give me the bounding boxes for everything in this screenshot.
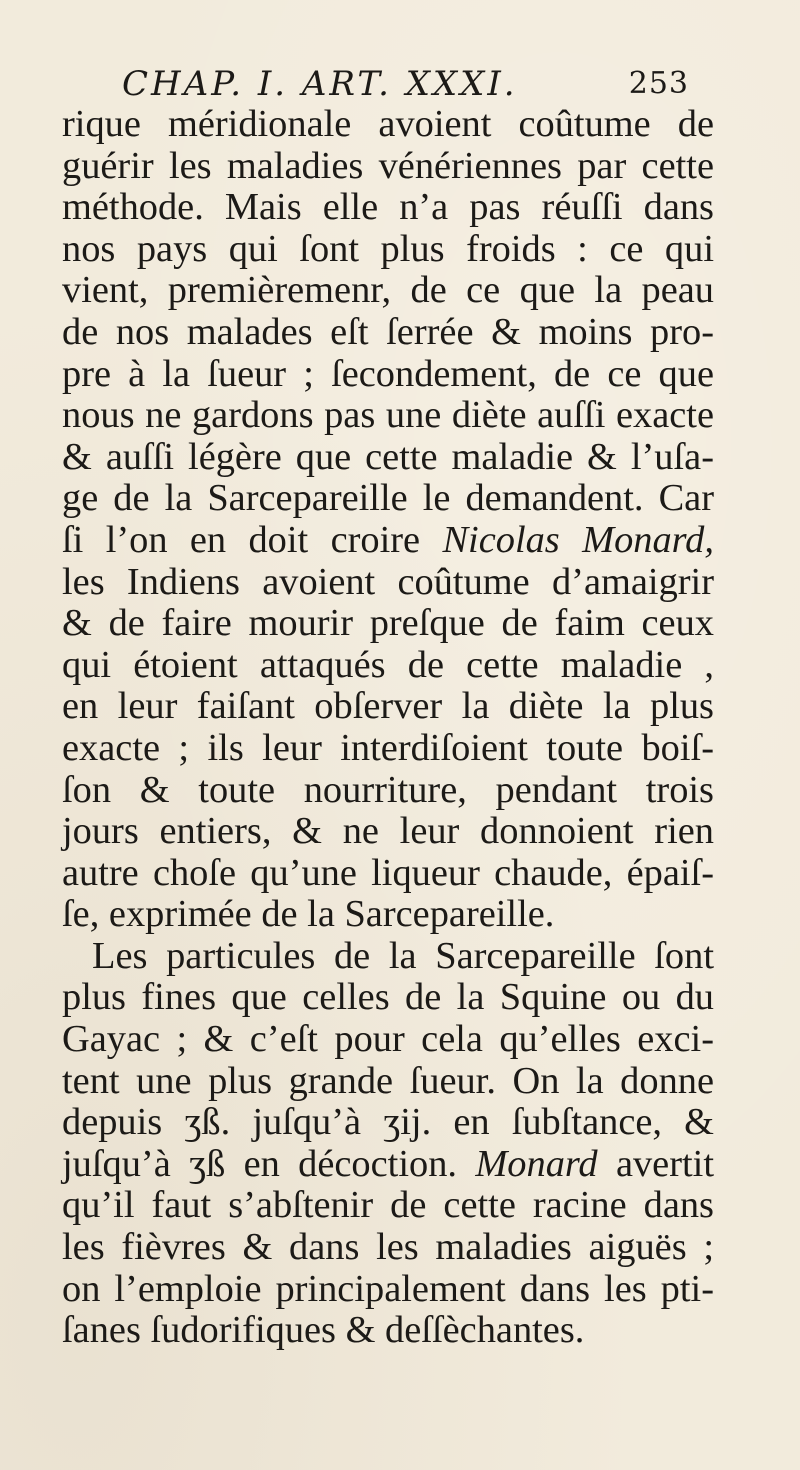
text-line: qui étoient attaqués de cette maladie , <box>62 643 714 686</box>
text-line: ſon & toute nourriture, pendant trois <box>62 768 714 811</box>
body-text <box>62 104 714 1352</box>
text-line: qu’il faut s’abſtenir de cette racine dans <box>62 1184 714 1227</box>
text-fragment: avertit <box>615 1142 714 1185</box>
text-line-with-name <box>62 520 714 562</box>
text-line: exacte ; ils leur interdiſoient toute boiſ- <box>62 726 714 769</box>
text-line: en leur faiſant obſerver la diète la plus <box>62 685 714 728</box>
text-line: & auſſi légère que cette maladie & l’uſa- <box>62 435 714 478</box>
text-line: de nos malades eſt ſerrée & moins pro- <box>62 310 714 353</box>
text-line: on l’emploie principalement dans les pti- <box>62 1267 714 1310</box>
text-fragment: ſi l’on en doit croire <box>62 518 421 561</box>
running-title: CHAP. I. ART. XXXI. <box>122 64 518 104</box>
text-line: pre à la ſueur ; ſecondement, de ce que <box>62 352 714 395</box>
italic-name-monard: Monard <box>475 1142 598 1185</box>
text-line: ge de la Sarcepareille le demandent. Car <box>62 477 714 520</box>
text-line: nos pays qui ſont plus froids : ce qui <box>62 227 714 270</box>
text-line: les Indiens avoient coûtume d’amaigrir <box>62 560 714 603</box>
text-line-with-name <box>62 1144 714 1186</box>
text-line: autre choſe qu’une liqueur chaude, épaiſ- <box>62 851 714 894</box>
page-number: 253 <box>628 66 689 101</box>
paragraph-end-line: ſe, exprimée de la Sarcepareille. <box>62 893 555 936</box>
paragraph-end-line: ſanes ſudorifiques & deſſèchantes. <box>62 1309 585 1352</box>
running-head <box>84 62 689 106</box>
paragraph-start-line: Les particules de la Sarcepareille ſont <box>92 934 714 977</box>
text-line: méthode. Mais elle n’a pas réuſſi dans <box>62 186 714 229</box>
text-fragment: juſqu’à ʒß en décoction. <box>62 1142 457 1185</box>
text-line: & de faire mourir preſque de faim ceux <box>62 602 714 645</box>
text-line: tent une plus grande ſueur. On la donne <box>62 1059 714 1102</box>
italic-name-nicolas-monard: Nicolas Monard, <box>442 518 714 561</box>
text-line: jours entiers, & ne leur donnoient rien <box>62 810 714 853</box>
text-line: guérir les maladies vénériennes par cette <box>62 144 714 187</box>
text-line: depuis ʒß. juſqu’à ʒij. en ſubſtance, & <box>62 1101 714 1144</box>
text-line: rique méridionale avoient coûtume de <box>62 103 714 145</box>
text-line: nous ne gardons pas une diète auſſi exacte <box>62 394 714 437</box>
text-line: les fièvres & dans les maladies aiguës ; <box>62 1226 714 1269</box>
text-line: vient, premièremenr, de ce que la peau <box>62 269 714 312</box>
text-line: Gayac ; & c’eſt pour cela qu’elles exci- <box>62 1018 714 1061</box>
text-line: plus fines que celles de la Squine ou du <box>62 976 714 1019</box>
